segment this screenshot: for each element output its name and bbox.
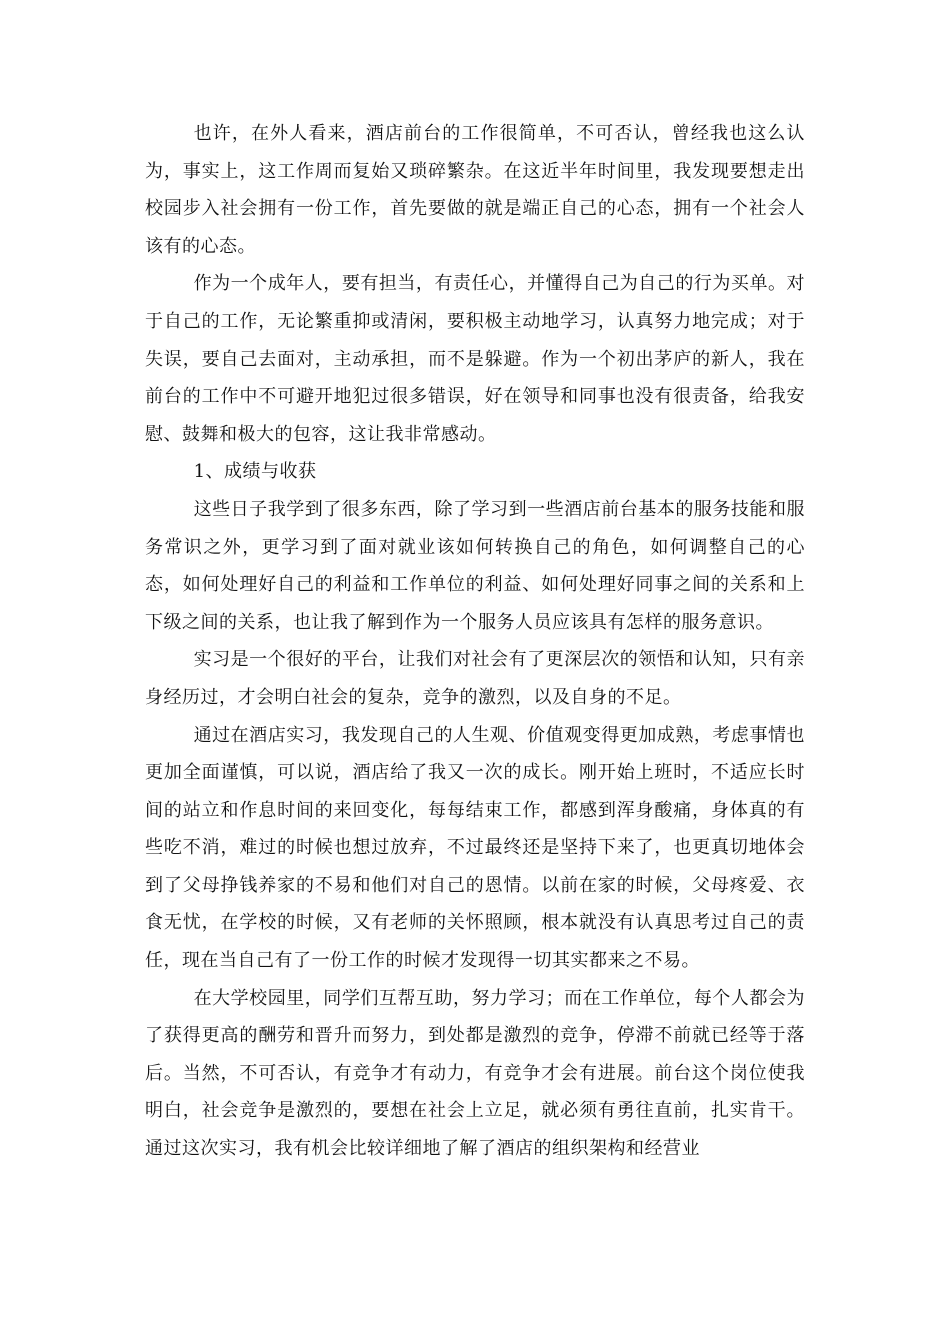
paragraph-learnings: 这些日子我学到了很多东西，除了学习到一些酒店前台基本的服务技能和服务常识之外，更学习到了面对就业该如何转换自己的角色，如何调整自己的心态，如何处理好自己的利益和工作单位的利益、如何处理好同事之间的关系和上下级之间的关系，也让我了解到作为一个服务人员应该具有怎样的服务意识。 [145, 498, 805, 633]
paragraph-responsibility: 作为一个成年人，要有担当，有责任心，并懂得自己为自己的行为买单。对于自己的工作，无论繁重抑或清闲，要积极主动地学习，认真努力地完成；对于失误，要自己去面对，主动承担，而不是躲避。作为一个初出茅庐的新人，我在前台的工作中不可避开地犯过很多错误，好在领导和同事也没有很责备，给我安慰、鼓舞和极大的包容，这让我非常感动。 [145, 273, 805, 445]
paragraph-growth: 通过在酒店实习，我发现自己的人生观、价值观变得更加成熟，考虑事情也更加全面谨慎，可以说，酒店给了我又一次的成长。刚开始上班时，不适应长时间的站立和作息时间的来回变化，每每结束工作，都感到浑身酸痛，身体真的有些吃不消，难过的时候也想过放弃，不过最终还是坚持下来了，也更真切地体会到了父母挣钱养家的不易和他们对自己的恩情。以前在家的时候，父母疼爱、衣食无忧，在学校的时候，又有老师的关怀照顾，根本就没有认真思考过自己的责任，现在当自己有了一份工作的时候才发现得一切其实都来之不易。 [145, 724, 805, 972]
paragraph-competition: 在大学校园里，同学们互帮互助，努力学习；而在工作单位，每个人都会为了获得更高的酬劳和晋升而努力，到处都是激烈的竞争，停滞不前就已经等于落后。当然，不可否认，有竞争才有动力，有竞争才会有进展。前台这个岗位使我明白，社会竞争是激烈的，要想在社会上立足，就必须有勇往直前，扎实肯干。通过这次实习，我有机会比较详细地了解了酒店的组织架构和经营业 [145, 987, 805, 1160]
document-body [145, 115, 805, 1168]
section-heading-achievements: 1、成绩与收获 [193, 461, 317, 483]
paragraph-internship-platform: 实习是一个很好的平台，让我们对社会有了更深层次的领悟和认知，只有亲身经历过，才会明白社会的复杂，竞争的激烈，以及自身的不足。 [145, 649, 805, 708]
paragraph-mindset: 也许，在外人看来，酒店前台的工作很简单，不可否认，曾经我也这么认为，事实上，这工作周而复始又琐碎繁杂。在这近半年时间里，我发现要想走出校园步入社会拥有一份工作，首先要做的就是端正自己的心态，拥有一个社会人该有的心态。 [145, 123, 805, 257]
